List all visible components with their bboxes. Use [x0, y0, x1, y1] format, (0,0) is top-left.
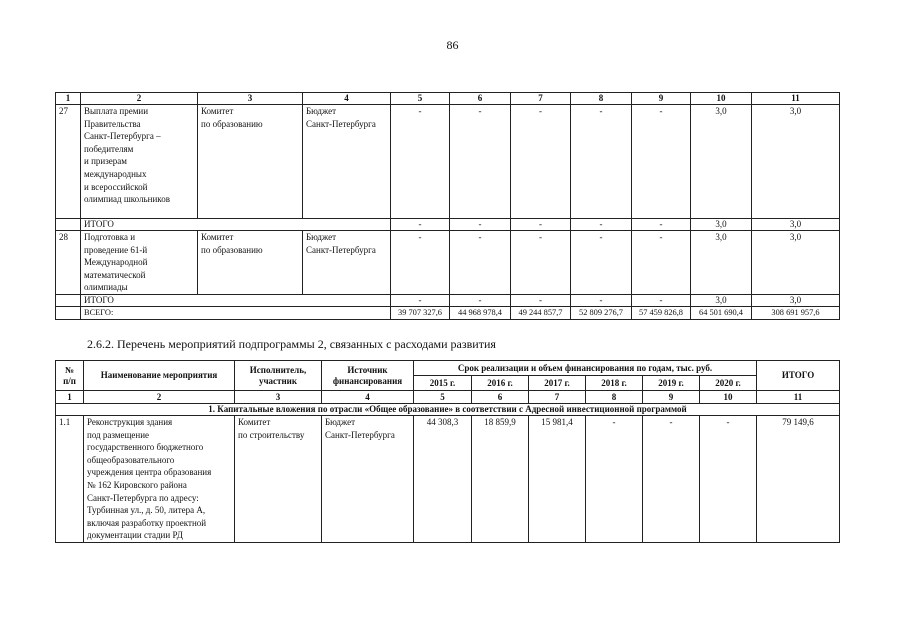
column-number: 5 [414, 391, 472, 404]
text-line: по образованию [201, 118, 263, 129]
value-cell: - [632, 294, 691, 306]
grand-total-row [56, 306, 840, 319]
text-line: Бюджет [306, 106, 337, 116]
column-number: 10 [691, 93, 752, 105]
text-line: № 162 Кировского района [87, 479, 187, 490]
value-cell: - [391, 219, 450, 231]
text-line: Подготовка и [84, 232, 136, 242]
text-line: общеобразовательного [87, 454, 175, 465]
text-line: Выплата премии [84, 106, 149, 116]
header-number: № п/п [56, 361, 84, 391]
column-number-row [56, 93, 840, 105]
text-line: Комитет [238, 417, 271, 427]
value-cell: 18 859,9 [472, 416, 529, 543]
value-cell: - [632, 219, 691, 231]
activity-name [81, 231, 198, 295]
text-line: Международной [84, 257, 148, 268]
header-total: ИТОГО [757, 361, 840, 391]
text-line: победителям [84, 143, 134, 154]
value-cell: 3,0 [752, 231, 840, 295]
text-line: Санкт-Петербурга [306, 118, 376, 129]
value-cell: 39 707 327,6 [391, 306, 450, 319]
column-number: 6 [472, 391, 529, 404]
column-number: 2 [81, 93, 198, 105]
value-cell: 49 244 857,7 [511, 306, 571, 319]
value-cell: - [643, 416, 700, 543]
header-year: 2018 г. [586, 376, 643, 391]
row-number: 28 [56, 231, 81, 295]
header-year: 2017 г. [529, 376, 586, 391]
activities-table-continued [55, 92, 840, 320]
header-year: 2016 г. [472, 376, 529, 391]
value-cell: - [700, 416, 757, 543]
table-row [56, 105, 840, 219]
value-cell: 3,0 [691, 231, 752, 295]
value-cell: 3,0 [752, 105, 840, 219]
text-line: Комитет [201, 106, 234, 116]
value-cell: - [511, 231, 571, 295]
text-line: по строительству [238, 429, 305, 440]
value-cell: - [632, 231, 691, 295]
column-number: 4 [303, 93, 391, 105]
value-cell: - [391, 105, 450, 219]
text-line: Санкт-Петербурга – [84, 131, 161, 142]
value-cell: 52 809 276,7 [571, 306, 632, 319]
column-number: 1 [56, 93, 81, 105]
column-number: 9 [643, 391, 700, 404]
value-cell: 57 459 826,8 [632, 306, 691, 319]
column-number: 9 [632, 93, 691, 105]
funding-source [303, 105, 391, 219]
subtotal-row [56, 294, 840, 306]
column-number: 4 [322, 391, 414, 404]
column-number: 8 [586, 391, 643, 404]
section-row [56, 404, 840, 416]
value-cell: - [571, 105, 632, 219]
text-line: и всероссийской [84, 181, 148, 192]
text-line: Правительства [84, 118, 141, 129]
text-line: олимпиады [84, 282, 128, 293]
total-cell: 79 149,6 [757, 416, 840, 543]
value-cell: - [511, 219, 571, 231]
header-period: Срок реализации и объем финансирования по годам, тыс. руб. [414, 361, 757, 376]
value-cell: - [632, 105, 691, 219]
header-source: Источник финансирования [322, 361, 414, 391]
value-cell: - [391, 231, 450, 295]
funding-source [303, 231, 391, 295]
header-executor: Исполнитель, участник [235, 361, 322, 391]
text-line: Санкт-Петербурга [325, 429, 395, 440]
column-number: 3 [198, 93, 303, 105]
column-number: 11 [757, 391, 840, 404]
text-line: Санкт-Петербурга по адресу: [87, 492, 199, 503]
text-line: математической [84, 269, 146, 280]
value-cell: 44 968 978,4 [450, 306, 511, 319]
activity-name [81, 105, 198, 219]
header-year: 2019 г. [643, 376, 700, 391]
text-line: олимпиад школьников [84, 194, 170, 205]
section-title: 1. Капитальные вложения по отрасли «Общее образование» в соответствии с Адресной инвестиционной программой [56, 404, 840, 416]
column-number: 10 [700, 391, 757, 404]
column-number: 7 [511, 93, 571, 105]
executor [235, 416, 322, 543]
value-cell: 3,0 [752, 294, 840, 306]
funding-source [322, 416, 414, 543]
value-cell: 3,0 [691, 105, 752, 219]
table-row [56, 416, 840, 543]
value-cell: 3,0 [691, 294, 752, 306]
subtotal-row [56, 219, 840, 231]
value-cell: 3,0 [752, 219, 840, 231]
value-cell: - [391, 294, 450, 306]
table-row [56, 231, 840, 295]
development-activities-table [55, 360, 840, 543]
column-number: 1 [56, 391, 84, 404]
column-number: 5 [391, 93, 450, 105]
row-number: 1.1 [56, 416, 84, 543]
text-line: документации стадии РД [87, 530, 183, 541]
value-cell: - [511, 294, 571, 306]
executor [198, 231, 303, 295]
grand-total-label: ВСЕГО: [81, 306, 391, 319]
text-line: Реконструкция здания [87, 417, 173, 427]
text-line: проведение 61-й [84, 244, 148, 255]
page-number: 86 [446, 38, 459, 52]
value-cell: - [450, 219, 511, 231]
value-cell: 308 691 957,6 [752, 306, 840, 319]
text-line: по образованию [201, 244, 263, 255]
header-row [56, 361, 840, 376]
column-number: 8 [571, 93, 632, 105]
column-number: 7 [529, 391, 586, 404]
value-cell: - [511, 105, 571, 219]
text-line: Бюджет [306, 232, 337, 242]
section-heading: 2.6.2. Перечень мероприятий подпрограммы 2, связанных с расходами развития [87, 337, 496, 351]
column-number: 3 [235, 391, 322, 404]
text-line: государственного бюджетного [87, 442, 204, 453]
column-number-row [56, 391, 840, 404]
value-cell: 3,0 [691, 219, 752, 231]
value-cell: 44 308,3 [414, 416, 472, 543]
value-cell: 64 501 690,4 [691, 306, 752, 319]
value-cell: - [571, 294, 632, 306]
header-year: 2020 г. [700, 376, 757, 391]
value-cell: 15 981,4 [529, 416, 586, 543]
subtotal-label: ИТОГО [81, 294, 391, 306]
text-line: Санкт-Петербурга [306, 244, 376, 255]
row-number: 27 [56, 105, 81, 219]
column-number: 2 [84, 391, 235, 404]
value-cell: - [571, 231, 632, 295]
text-line: под размещение [87, 429, 150, 440]
text-line: международных [84, 168, 147, 179]
value-cell: - [450, 105, 511, 219]
text-line: и призерам [84, 156, 127, 167]
text-line: включая разработку проектной [87, 517, 207, 528]
header-year: 2015 г. [414, 376, 472, 391]
activity-name [84, 416, 235, 543]
column-number: 6 [450, 93, 511, 105]
value-cell: - [571, 219, 632, 231]
header-activity: Наименование мероприятия [84, 361, 235, 391]
value-cell: - [450, 231, 511, 295]
text-line: Бюджет [325, 417, 356, 427]
text-line: учреждения центра образования [87, 467, 212, 478]
text-line: Турбинная ул., д. 50, литера А, [87, 505, 206, 516]
subtotal-label: ИТОГО [81, 219, 391, 231]
executor [198, 105, 303, 219]
column-number: 11 [752, 93, 840, 105]
text-line: Комитет [201, 232, 234, 242]
value-cell: - [450, 294, 511, 306]
value-cell: - [586, 416, 643, 543]
